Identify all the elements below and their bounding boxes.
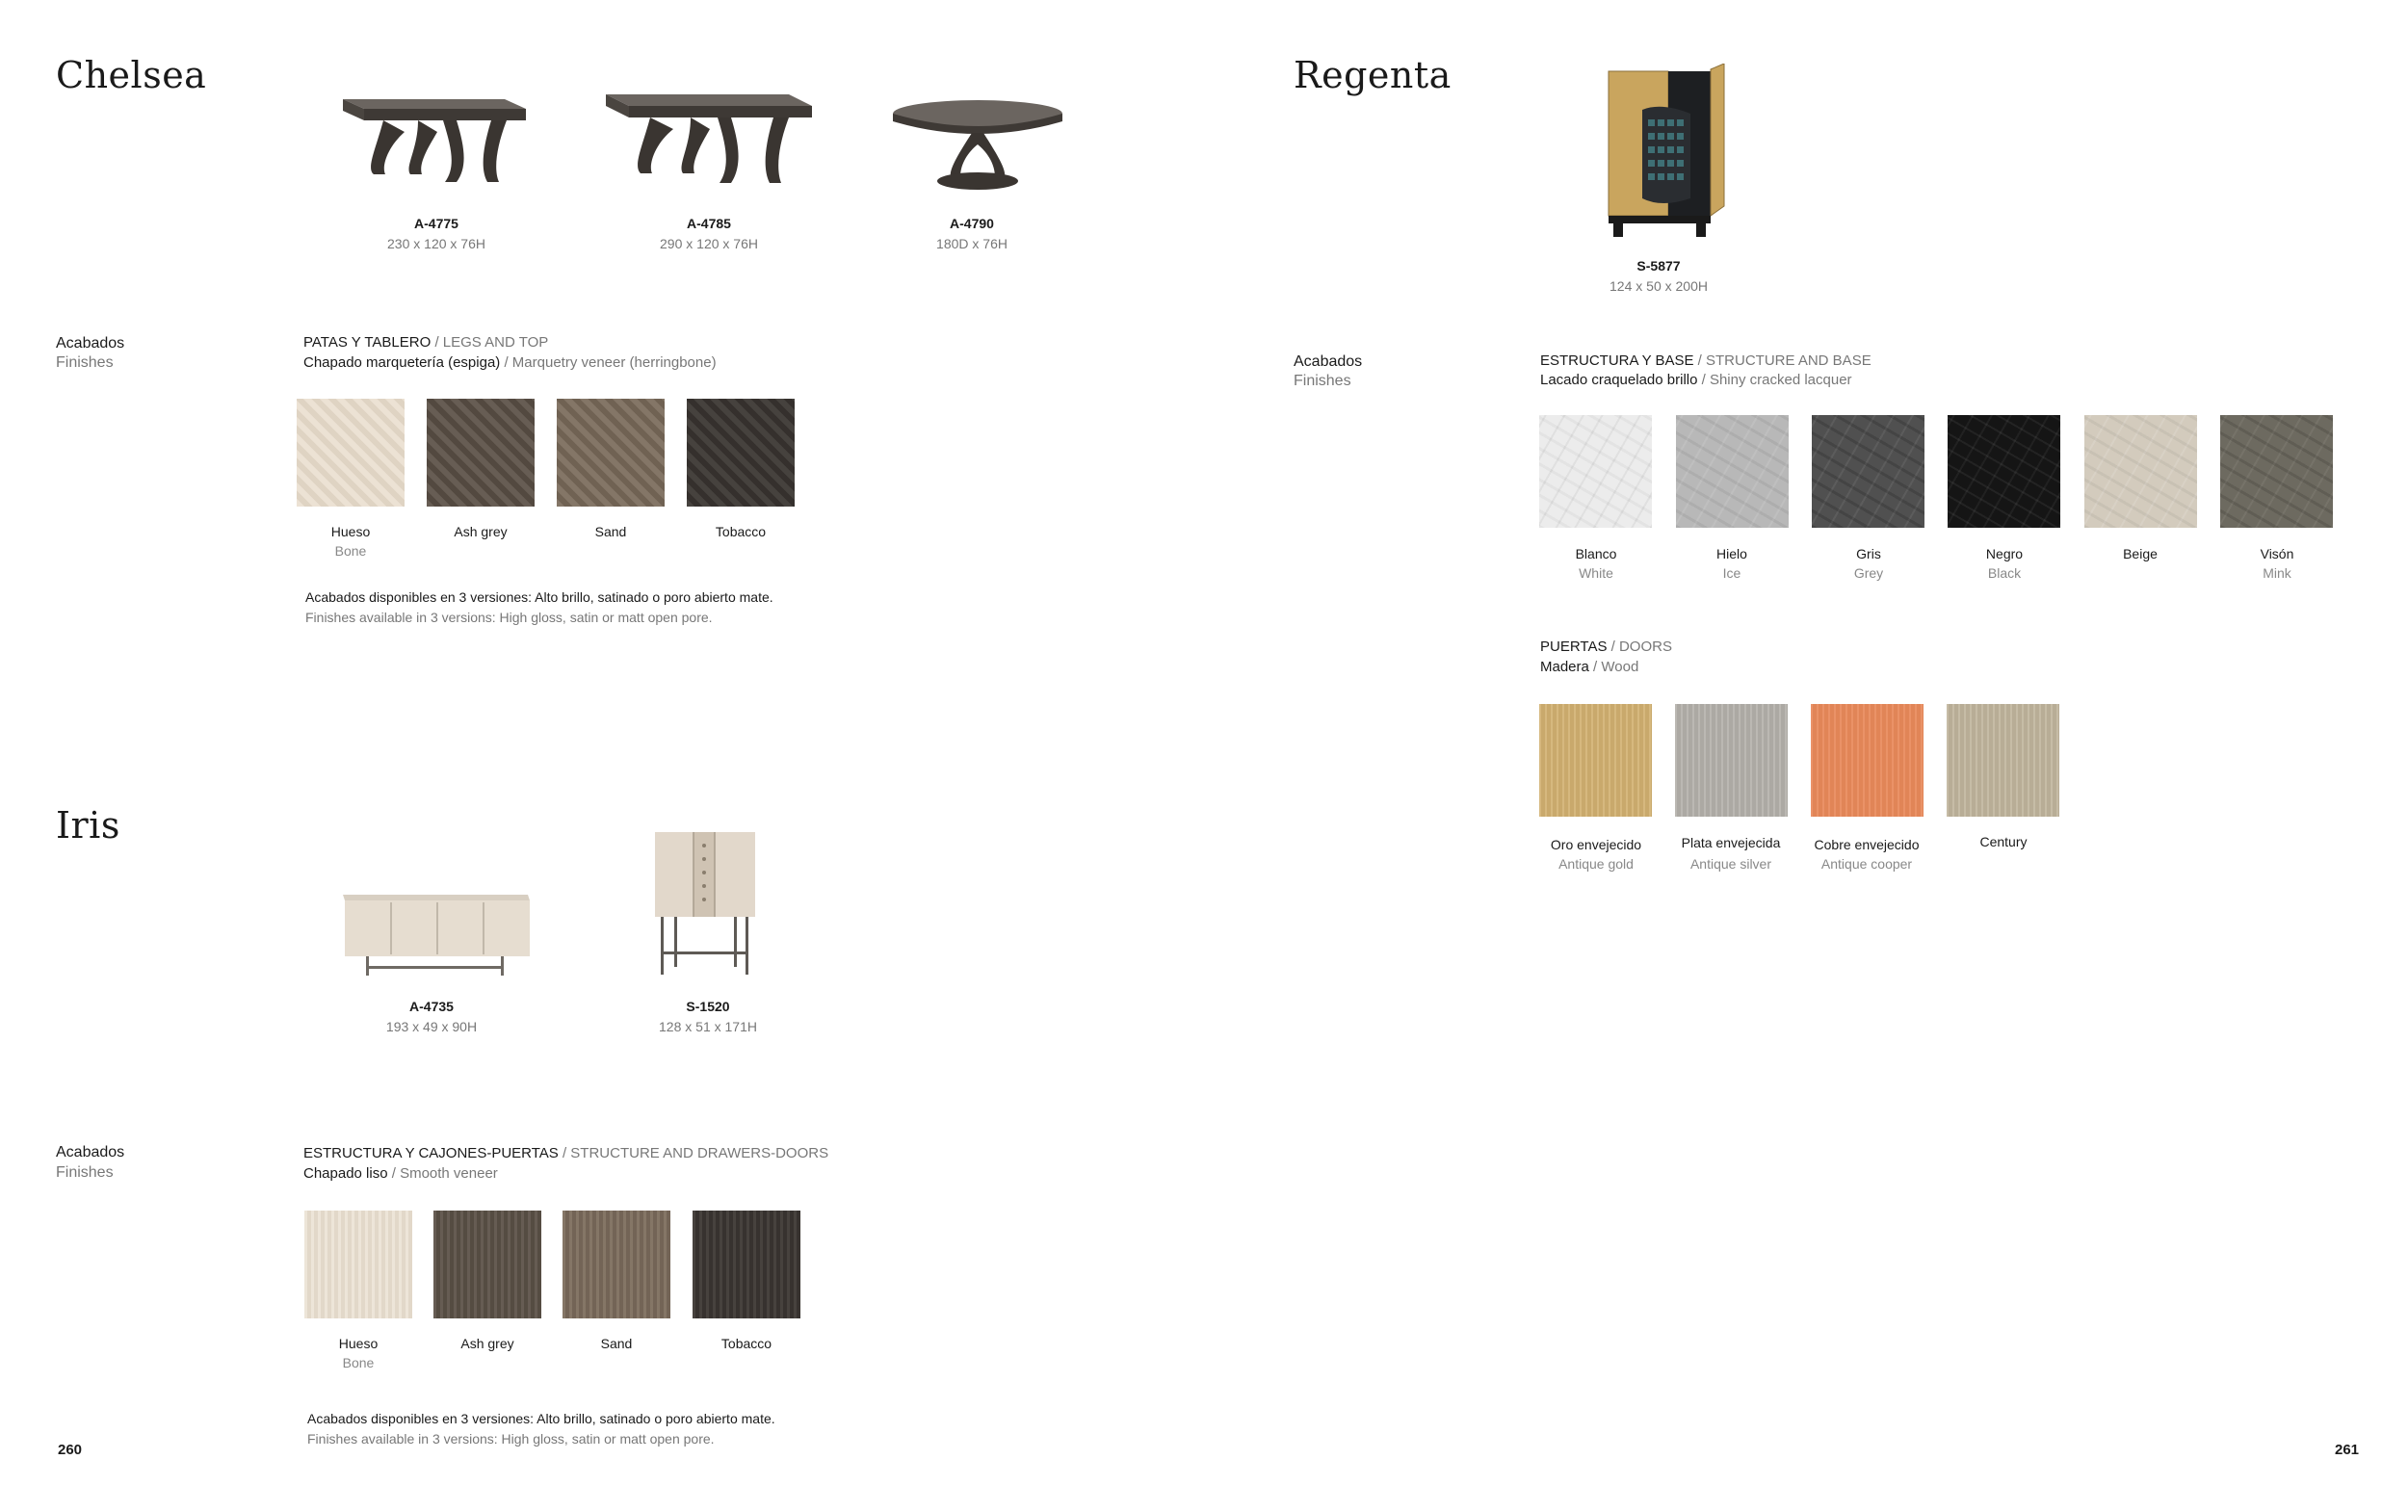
product-dims: 290 x 120 x 76H xyxy=(660,236,758,251)
swatch-name-en: White xyxy=(1579,565,1613,581)
swatch-name: Beige xyxy=(2123,546,2158,561)
section-heading-es: ESTRUCTURA Y CAJONES-PUERTAS xyxy=(303,1145,559,1161)
swatch-name: Gris xyxy=(1856,546,1881,561)
swatch-name: Visón xyxy=(2260,546,2294,561)
product-code: A-4735 xyxy=(409,999,454,1014)
material-en: / Shiny cracked lacquer xyxy=(1701,372,1852,388)
swatch-name-en: Ice xyxy=(1722,565,1741,581)
material-line xyxy=(1540,372,1852,388)
swatch-name-en: Mink xyxy=(2263,565,2291,581)
swatch-name-en: Black xyxy=(1987,565,2022,581)
swatch-name-en: Bone xyxy=(334,543,367,559)
regenta-title: Regenta xyxy=(1294,54,1452,96)
product-dims: 180D x 76H xyxy=(936,236,1008,251)
product-image-a4785 xyxy=(602,89,819,189)
swatch-name: Ash grey xyxy=(454,524,508,539)
product-image-s1520 xyxy=(647,828,763,978)
swatch-name: Hueso xyxy=(338,1336,379,1351)
finishes-label-en: Finishes xyxy=(1294,373,1351,389)
finishes-label-es: Acabados xyxy=(56,335,125,352)
finishes-note-en: Finishes available in 3 versions: High gloss, satin or matt open pore. xyxy=(305,610,713,625)
swatch-cobre-envejecido xyxy=(1811,704,1924,817)
swatch-sand xyxy=(563,1211,670,1318)
product-image-s5877 xyxy=(1604,64,1729,239)
finishes-label-es: Acabados xyxy=(1294,353,1363,370)
product-dims: 193 x 49 x 90H xyxy=(385,1019,478,1034)
swatch-name-en: Antique silver xyxy=(1689,856,1772,872)
finishes-label-es: Acabados xyxy=(56,1144,125,1160)
material-es: Chapado marquetería (espiga) xyxy=(303,354,501,371)
material-es: Chapado liso xyxy=(303,1165,388,1182)
swatch-negro xyxy=(1948,415,2060,528)
material-line xyxy=(303,354,717,371)
product-code: A-4790 xyxy=(950,216,994,231)
swatch-vison xyxy=(2220,415,2333,528)
swatch-name-en: Antique cooper xyxy=(1820,856,1913,872)
swatch-tobacco xyxy=(687,399,795,507)
swatch-name: Oro envejecido xyxy=(1550,837,1642,852)
swatch-hueso xyxy=(304,1211,412,1318)
swatch-tobacco xyxy=(693,1211,800,1318)
section-heading-es: PATAS Y TABLERO xyxy=(303,334,432,351)
section-heading xyxy=(303,1145,828,1161)
swatch-blanco xyxy=(1539,415,1652,528)
product-dims: 230 x 120 x 76H xyxy=(387,236,485,251)
section-heading xyxy=(303,334,548,351)
swatch-name: Hielo xyxy=(1716,546,1747,561)
swatch-ash-grey xyxy=(433,1211,541,1318)
swatch-name-en: Grey xyxy=(1853,565,1884,581)
material-es: Lacado craquelado brillo xyxy=(1540,372,1698,388)
swatch-century xyxy=(1947,704,2059,817)
swatch-beige xyxy=(2084,415,2197,528)
product-image-a4735 xyxy=(339,891,532,979)
material-en: / Marquetry veneer (herringbone) xyxy=(504,354,717,371)
swatch-name: Blanco xyxy=(1575,546,1617,561)
finishes-label-en: Finishes xyxy=(56,354,114,371)
section-heading-en: / LEGS AND TOP xyxy=(434,334,549,351)
swatch-name: Sand xyxy=(600,1336,633,1351)
finishes-note-en: Finishes available in 3 versions: High gloss, satin or matt open pore. xyxy=(307,1431,715,1447)
product-code: S-1520 xyxy=(686,999,730,1014)
product-image-a4775 xyxy=(337,91,530,188)
swatch-ash-grey xyxy=(427,399,535,507)
section-heading-es: ESTRUCTURA Y BASE xyxy=(1540,352,1694,369)
swatch-name: Hueso xyxy=(330,524,371,539)
swatch-name: Century xyxy=(1979,834,2028,849)
swatch-oro-envejecido xyxy=(1539,704,1652,817)
section-heading-en: / STRUCTURE AND DRAWERS-DOORS xyxy=(562,1145,829,1161)
swatch-name-en: Antique gold xyxy=(1558,856,1634,872)
swatch-name: Tobacco xyxy=(720,1336,772,1351)
swatch-name: Cobre envejecido xyxy=(1814,837,1920,852)
product-dims: 128 x 51 x 171H xyxy=(659,1019,757,1034)
swatch-name: Sand xyxy=(594,524,627,539)
product-dims: 124 x 50 x 200H xyxy=(1610,278,1708,294)
swatch-name-en: Bone xyxy=(342,1355,375,1370)
material-en: / Wood xyxy=(1593,659,1639,675)
product-image-a4790 xyxy=(891,96,1064,196)
swatch-name: Plata envejecida xyxy=(1681,835,1781,850)
product-code: S-5877 xyxy=(1636,258,1681,274)
swatch-plata-envejecida xyxy=(1675,704,1788,817)
section-heading xyxy=(1540,352,1871,369)
swatch-hueso xyxy=(297,399,405,507)
page-number-left: 260 xyxy=(58,1442,83,1458)
section-heading-en: / STRUCTURE AND BASE xyxy=(1697,352,1871,369)
material-line xyxy=(303,1165,498,1182)
product-code: A-4775 xyxy=(414,216,458,231)
iris-title: Iris xyxy=(56,804,120,847)
swatch-name: Negro xyxy=(1985,546,2024,561)
page-number-right: 261 xyxy=(2335,1442,2360,1458)
swatch-hielo xyxy=(1676,415,1789,528)
finishes-label-en: Finishes xyxy=(56,1164,114,1181)
swatch-gris xyxy=(1812,415,1924,528)
chelsea-title: Chelsea xyxy=(56,54,207,96)
swatch-name: Ash grey xyxy=(460,1336,514,1351)
material-line xyxy=(1540,659,1638,675)
finishes-note-es: Acabados disponibles en 3 versiones: Alto brillo, satinado o poro abierto mate. xyxy=(305,589,773,605)
product-code: A-4785 xyxy=(687,216,731,231)
section-heading-es: PUERTAS xyxy=(1540,639,1608,655)
material-en: / Smooth veneer xyxy=(391,1165,498,1182)
swatch-name: Tobacco xyxy=(715,524,767,539)
material-es: Madera xyxy=(1540,659,1589,675)
section-heading-en: / DOORS xyxy=(1610,639,1672,655)
section-heading xyxy=(1540,639,1672,655)
swatch-sand xyxy=(557,399,665,507)
finishes-note-es: Acabados disponibles en 3 versiones: Alto brillo, satinado o poro abierto mate. xyxy=(307,1411,775,1426)
